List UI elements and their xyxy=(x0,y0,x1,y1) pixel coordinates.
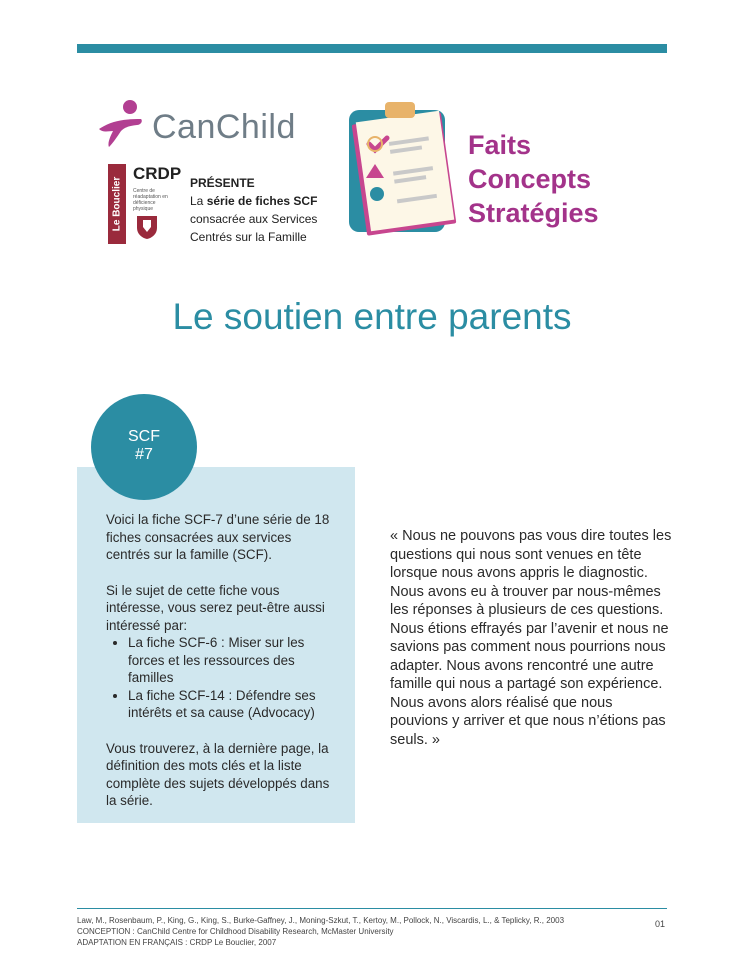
presente-line2: consacrée aux Services xyxy=(190,212,318,226)
panel-intro: Voici la fiche SCF-7 d’une série de 18 fiches consacrées aux services centrés sur la famille (SCF). xyxy=(106,512,330,562)
footer-line1: Law, M., Rosenbaum, P., King, G., King, S., Burke-Gaffney, J., Moning-Szkut, T., Kertoy, M., Pollock, N., Viscardis, L., & Teplicky, R., 2003 xyxy=(77,916,565,925)
panel-text xyxy=(106,511,338,828)
panel-interest: Si le sujet de cette fiche vous intéresse, vous serez peut-être aussi intéressé par: xyxy=(106,582,325,633)
canchild-figure-icon xyxy=(97,99,149,149)
clipboard-checklist-icon xyxy=(345,96,465,236)
list-item: • La fiche SCF-14 : Défendre ses intérêts et sa cause (Advocacy) xyxy=(128,687,338,722)
footer-credits xyxy=(77,915,564,948)
presente-line1: La série de fiches SCF xyxy=(190,194,318,208)
page-number: 01 xyxy=(655,919,666,929)
le-bouclier-badge xyxy=(108,164,126,244)
footer-divider xyxy=(77,908,667,909)
footer-line2: CONCEPTION : CanChild Centre for Childhood Disability Research, McMaster University xyxy=(77,927,394,936)
list-item: • La fiche SCF-6 : Miser sur les forces et les ressources des familles xyxy=(128,634,338,687)
page-title: Le soutien entre parents xyxy=(172,296,572,337)
canchild-logo-text: CanChild xyxy=(152,108,296,146)
scf-badge-line1: SCF xyxy=(128,428,160,445)
fcs-word-concepts: Concepts xyxy=(468,164,592,194)
related-list xyxy=(106,634,338,722)
panel-closing: Vous trouverez, à la dernière page, la définition des mots clés et la liste complète des sujets développés dans la série. xyxy=(106,740,330,808)
presente-heading: PRÉSENTE xyxy=(190,176,255,190)
crdp-logo: CRDP xyxy=(133,164,182,183)
le-bouclier-label: Le Bouclier xyxy=(111,176,123,232)
scf-badge-line2: #7 xyxy=(135,446,153,463)
shield-icon xyxy=(136,214,158,240)
parent-quote: « Nous ne pouvons pas vous dire toutes les questions qui nous sont venues en tête lorsque nous avons appris le diagnostic. Nous avons eu à trouver par nous-mêmes les réponses à plusieurs de ces questions. Nous étions effrayés par l’avenir et nous ne savions pas comment nous pourrions nous adapter. Nous avons rencontré une autre famille qui nous a partagé son expérience. Nous avons alors réalisé que nous pouvions y arriver et que nous n’étions pas seuls. » xyxy=(390,528,672,748)
scf-badge xyxy=(91,394,197,500)
presente-line3: Centrés sur la Famille xyxy=(190,230,307,244)
top-accent-bar xyxy=(77,44,667,53)
footer-line3: ADAPTATION EN FRANÇAIS : CRDP Le Bouclier, 2007 xyxy=(77,938,277,947)
fcs-word-strategies: Stratégies xyxy=(468,198,599,228)
fcs-word-faits: Faits xyxy=(468,130,532,160)
presente-block xyxy=(190,174,317,246)
faits-concepts-strategies xyxy=(468,128,599,230)
crdp-subtitle: Centre de réadaptation en déficience physique xyxy=(133,188,168,212)
